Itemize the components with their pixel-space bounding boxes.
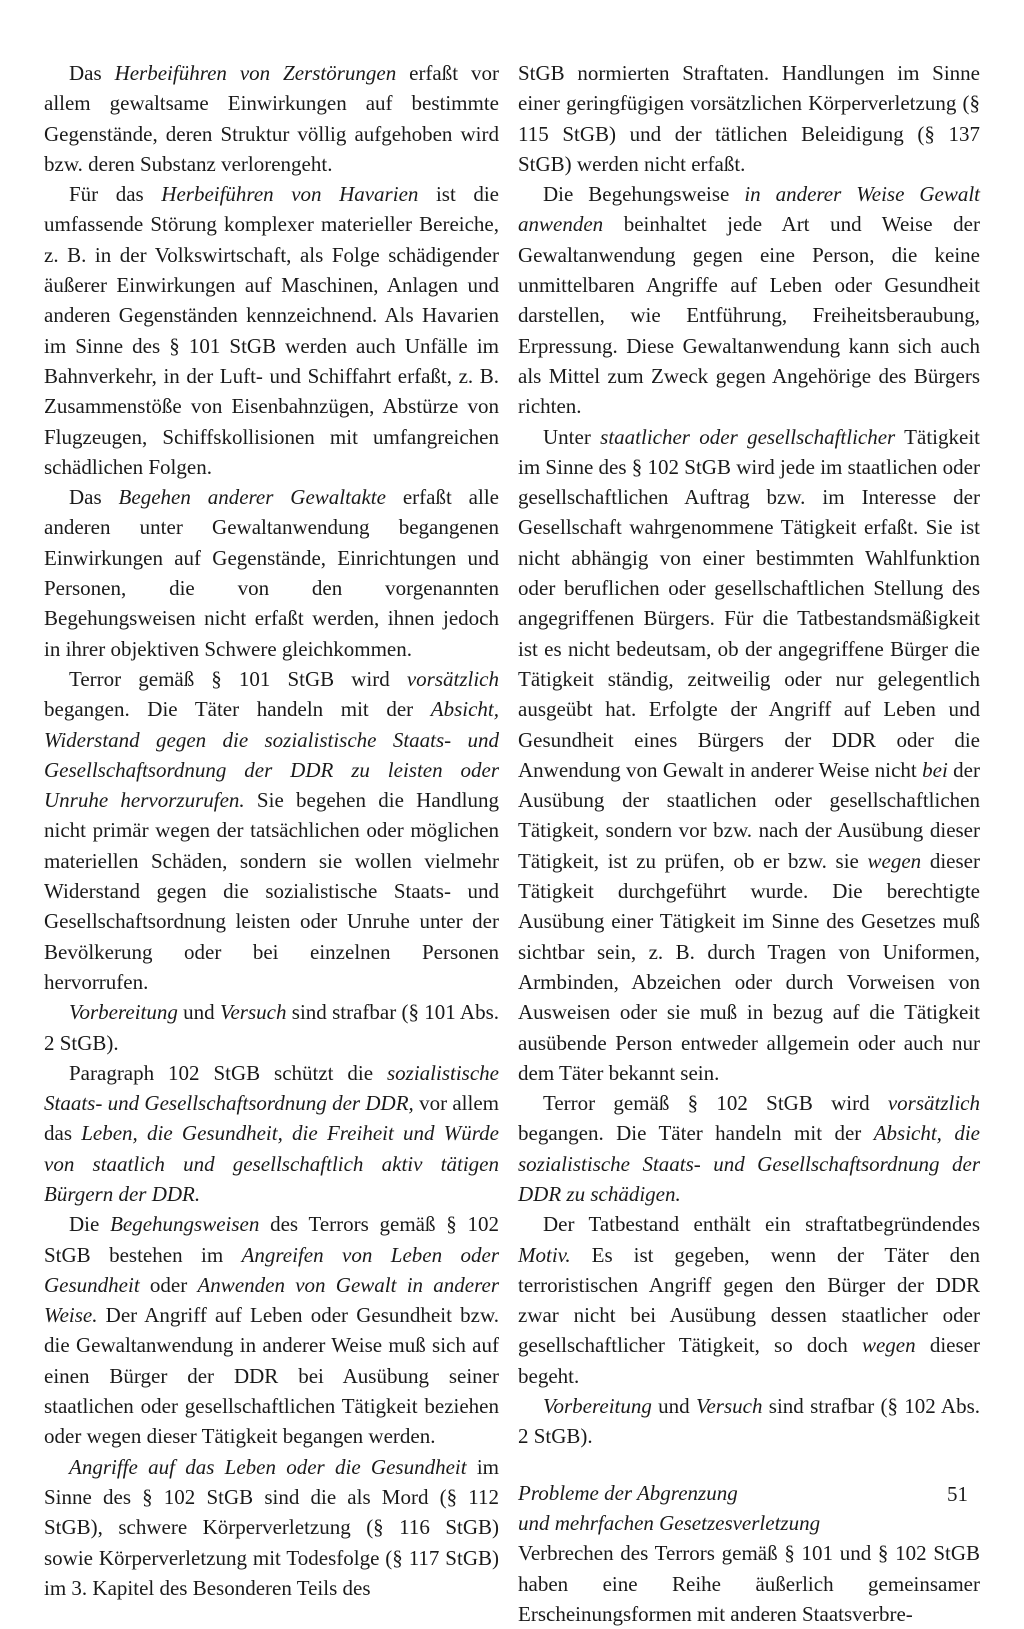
emphasis-text: sozialistische Staats- und Gesellschaftsordnung der DDR, xyxy=(44,1060,499,1116)
emphasis-text: bei xyxy=(922,757,948,782)
body-text: Es ist gegeben, wenn der Täter den terroristischen Angriff gegen den Bürger der DDR zwar nicht bei Ausübung dessen staatlicher oder gesellschaftlicher Tätigkeit, so doch xyxy=(518,1242,980,1358)
emphasis-text: Versuch xyxy=(695,1394,763,1419)
body-text: begangen. Die Täter handeln mit der xyxy=(518,1121,874,1146)
emphasis-text: Begehungsweisen xyxy=(110,1212,260,1237)
emphasis-text: Angreifen von Leben oder Gesundheit xyxy=(44,1242,499,1297)
section-heading xyxy=(518,1478,980,1539)
emphasis-text: Leben, die Gesundheit, die Freiheit und Würde von staatlich und gesellschaftlich aktiv tätigen Bürgern der DDR. xyxy=(44,1121,499,1206)
body-text: Terror gemäß § 101 StGB wird xyxy=(69,666,407,691)
right-paragraph xyxy=(518,179,980,421)
right-column-paragraphs xyxy=(518,58,980,1452)
body-text: dieser begeht. xyxy=(518,1333,980,1388)
left-paragraph xyxy=(44,1452,499,1603)
emphasis-text: Angriffe auf das Leben oder die Gesundheit xyxy=(69,1454,467,1479)
page-number: 51 xyxy=(947,1482,968,1506)
section-heading-line-2: und mehrfachen Gesetzesverletzung xyxy=(518,1510,821,1535)
body-text: Unter xyxy=(543,424,601,449)
right-column xyxy=(518,58,980,1629)
emphasis-text: Herbeiführen von Zerstörungen xyxy=(114,61,397,85)
body-text: sind strafbar (§ 102 Abs. 2 StGB). xyxy=(518,1394,981,1449)
emphasis-text: Absicht, Widerstand gegen die sozialistische Staats- und Gesellschaftsordnung der DDR zu leisten oder Unruhe hervorzurufen. xyxy=(44,697,499,813)
section-heading-line-1: Probleme der Abgrenzung xyxy=(518,1480,738,1505)
body-text: begangen. Die Täter handeln mit der xyxy=(44,697,431,722)
body-text: vor allem das xyxy=(44,1091,499,1146)
body-text: oder xyxy=(139,1272,198,1297)
right-paragraph xyxy=(518,1088,980,1209)
emphasis-text: wegen xyxy=(861,1333,916,1358)
body-text: Die xyxy=(69,1212,111,1237)
emphasis-text: vorsätzlich xyxy=(406,666,499,691)
left-column xyxy=(44,58,499,1603)
body-text: erfaßt vor allem gewaltsame Einwirkungen auf bestimmte Gegenstände, deren Struktur völlig aufgehoben wird bzw. deren Substanz verlorengeht. xyxy=(44,61,499,176)
emphasis-text: Absicht, die sozialistische Staats- und Gesellschaftsordnung der DDR zu schädigen. xyxy=(518,1121,980,1206)
body-text: der Ausübung der staatlichen oder gesellschaftlichen Tätigkeit, sondern vor bzw. nach der Ausübung dieser Tätigkeit, ist zu prüfen, ob er bzw. sie xyxy=(518,757,980,873)
emphasis-text: Begehen anderer Gewaltakte xyxy=(118,485,386,510)
emphasis-text: Herbeiführen von Havarien xyxy=(161,182,419,207)
emphasis-text: Versuch xyxy=(219,1000,287,1025)
emphasis-text: vorsätzlich xyxy=(887,1091,980,1116)
emphasis-text: Vorbereitung xyxy=(69,1000,178,1025)
body-text: erfaßt alle anderen unter Gewaltanwendung begangenen Einwirkungen auf Gegenstände, Einrichtungen und Personen, die von den vorgenannten Begehungsweisen nicht erfaßt werden, ihnen jedoch in ihrer objektiven Schwere gleichkommen. xyxy=(44,485,499,661)
body-text: Terror gemäß § 102 StGB wird xyxy=(543,1091,888,1116)
body-text: im Sinne des § 102 StGB sind die als Mord (§ 112 StGB), schwere Körperverletzung (§ 116 StGB) sowie Körperverletzung mit Todesfolge (§ 117 StGB) im 3. Kapitel des Besonderen Teils des xyxy=(44,1454,499,1600)
body-text: StGB normierten Straftaten. Handlungen im Sinne einer geringfügigen vorsätzlichen Körperverletzung (§ 115 StGB) und der tätlichen Beleidigung (§ 137 StGB) werden nicht erfaßt. xyxy=(518,61,980,176)
body-text: Sie begehen die Handlung nicht primär wegen der tatsächlichen oder möglichen materiellen Schäden, sondern sie wollen vielmehr Widerstand gegen die sozialistische Staats- und Gesellschaftsordnung leisten oder Unruhe unter der Bevölkerung oder bei einzelnen Personen hervorrufen. xyxy=(44,788,499,994)
emphasis-text: Vorbereitung xyxy=(543,1394,652,1419)
body-text: und xyxy=(651,1394,696,1419)
emphasis-text: wegen xyxy=(867,848,922,873)
body-text: Die Begehungsweise xyxy=(543,182,745,207)
right-paragraph xyxy=(518,1391,980,1452)
body-text: ist die umfassende Störung komplexer materieller Bereiche, z. B. in der Volkswirtschaft, als Folge schädigender äußerer Einwirkungen auf Maschinen, Anlagen und anderen Gegenständen kennzeichnend. Als Havarien im Sinne des § 101 StGB werden auch Unfälle im Bahnverkehr, in der Luft- und Schiffahrt erfaßt, z. B. Zusammenstöße von Eisenbahnzügen, Abstürze von Flugzeugen, Schiffskollisionen mit umfangreichen schädlichen Folgen. xyxy=(44,182,499,479)
emphasis-text: in anderer Weise Gewalt anwenden xyxy=(518,182,980,237)
body-text: sind strafbar (§ 101 Abs. 2 StGB). xyxy=(44,1000,500,1055)
left-paragraph xyxy=(44,997,499,1058)
body-text: und xyxy=(177,1000,220,1025)
left-paragraph xyxy=(44,482,499,664)
left-paragraph xyxy=(44,58,499,179)
body-text: Paragraph 102 StGB schützt die xyxy=(69,1060,387,1085)
emphasis-text: staatlicher oder gesellschaftlicher xyxy=(600,424,896,449)
body-text: dieser Tätigkeit durchgeführt wurde. Die berechtigte Ausübung einer Tätigkeit im Sinne des Gesetzes muß sichtbar sein, z. B. durch Tragen von Uniformen, Armbinden, Abzeichen oder durch Vorweisen von Ausweisen oder sie muß in bezug auf die Tätigkeit ausübende Person entweder allgemein oder auch nur dem Täter bekannt sein. xyxy=(518,848,980,1085)
left-paragraph xyxy=(44,664,499,997)
body-text: Das xyxy=(69,61,115,85)
body-text: Der Tatbestand enthält ein straftatbegründendes xyxy=(543,1212,980,1237)
body-text: Für das xyxy=(69,182,162,207)
emphasis-text: Anwenden von Gewalt in anderer Weise. xyxy=(44,1272,499,1328)
left-paragraph xyxy=(44,179,499,482)
body-text: Der Angriff auf Leben oder Gesundheit bzw. die Gewaltanwendung in anderer Weise muß sich auf einen Bürger der DDR bei Ausübung seiner staatlichen oder gesellschaftlichen Tätigkeit beziehen oder wegen dieser Tätigkeit begangen werden. xyxy=(44,1303,499,1449)
emphasis-text: Motiv. xyxy=(518,1242,571,1267)
body-text: des Terrors gemäß § 102 StGB bestehen im xyxy=(44,1212,499,1267)
body-text: Das xyxy=(69,485,119,510)
closing-paragraph: Verbrechen des Terrors gemäß § 101 und § 102 StGB haben eine Reihe äußerlich gemeinsamer Erscheinungsformen mit anderen Staatsverbre- xyxy=(518,1541,980,1626)
body-text: beinhaltet jede Art und Weise der Gewaltanwendung gegen eine Person, die keine unmittelbaren Angriffe auf Leben oder Gesundheit darstellen, wie Entführung, Freiheitsberaubung, Erpressung. Diese Gewaltanwendung kann sich auch als Mittel zum Zweck gegen Angehörige des Bürgers richten. xyxy=(518,212,980,419)
left-paragraph xyxy=(44,1209,499,1451)
right-paragraph xyxy=(518,1209,980,1391)
left-paragraph xyxy=(44,1058,499,1209)
body-text: Tätigkeit im Sinne des § 102 StGB wird jede im staatlichen oder gesellschaftlichen Auftrag bzw. im Interesse der Gesellschaft wahrgenommene Tätigkeit erfaßt. Sie ist nicht abhängig von einer bestimmten Wahlfunktion oder beruflichen oder gesellschaftlichen Stellung des angegriffenen Bürgers. Für die Tatbestandsmäßigkeit ist es nicht bedeutsam, ob der angegriffene Bürger die Tätigkeit ständig, zeitweilig oder nur gelegentlich ausgeübt hat. Erfolgte der Angriff auf Leben und Gesundheit eines Bürgers der DDR oder die Anwendung von Gewalt in anderer Weise nicht xyxy=(518,424,980,782)
right-paragraph xyxy=(518,58,980,179)
right-paragraph xyxy=(518,422,980,1089)
